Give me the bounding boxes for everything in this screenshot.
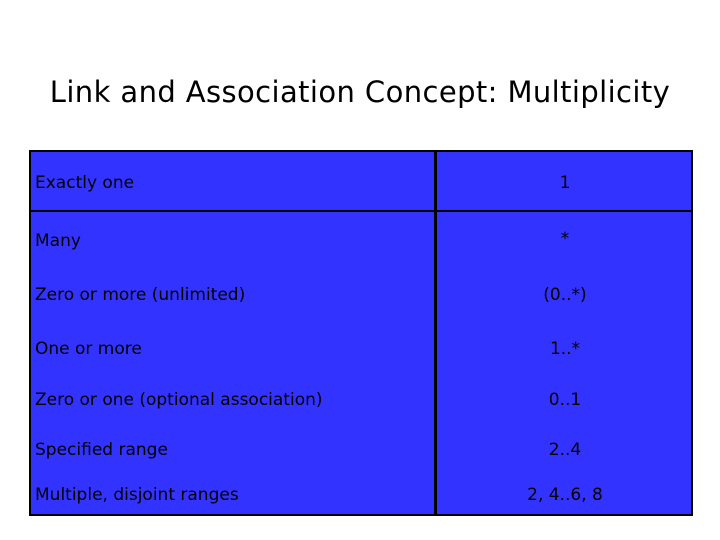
row-label-one-or-more: One or more	[35, 339, 142, 359]
row-label-specified-range: Specified range	[35, 440, 168, 460]
slide-title: Link and Association Concept: Multiplicity	[49, 75, 671, 109]
row-label-zero-or-more: Zero or more (unlimited)	[35, 285, 246, 305]
row-label-exactly-one: Exactly one	[35, 173, 135, 193]
row-value-specified-range: 2..4	[548, 440, 582, 460]
row-value-zero-or-one: 0..1	[548, 390, 582, 410]
row-label-zero-or-one: Zero or one (optional association)	[35, 390, 323, 410]
row-divider	[31, 210, 691, 212]
row-label-many: Many	[35, 231, 81, 251]
row-value-many: *	[560, 229, 570, 249]
row-value-exactly-one: 1	[559, 173, 571, 193]
row-value-one-or-more: 1..*	[549, 339, 581, 359]
row-label-disjoint-ranges: Multiple, disjoint ranges	[35, 485, 239, 505]
row-value-disjoint-ranges: 2, 4..6, 8	[527, 485, 603, 505]
multiplicity-table	[29, 150, 693, 516]
row-value-zero-or-more: (0..*)	[543, 285, 587, 305]
